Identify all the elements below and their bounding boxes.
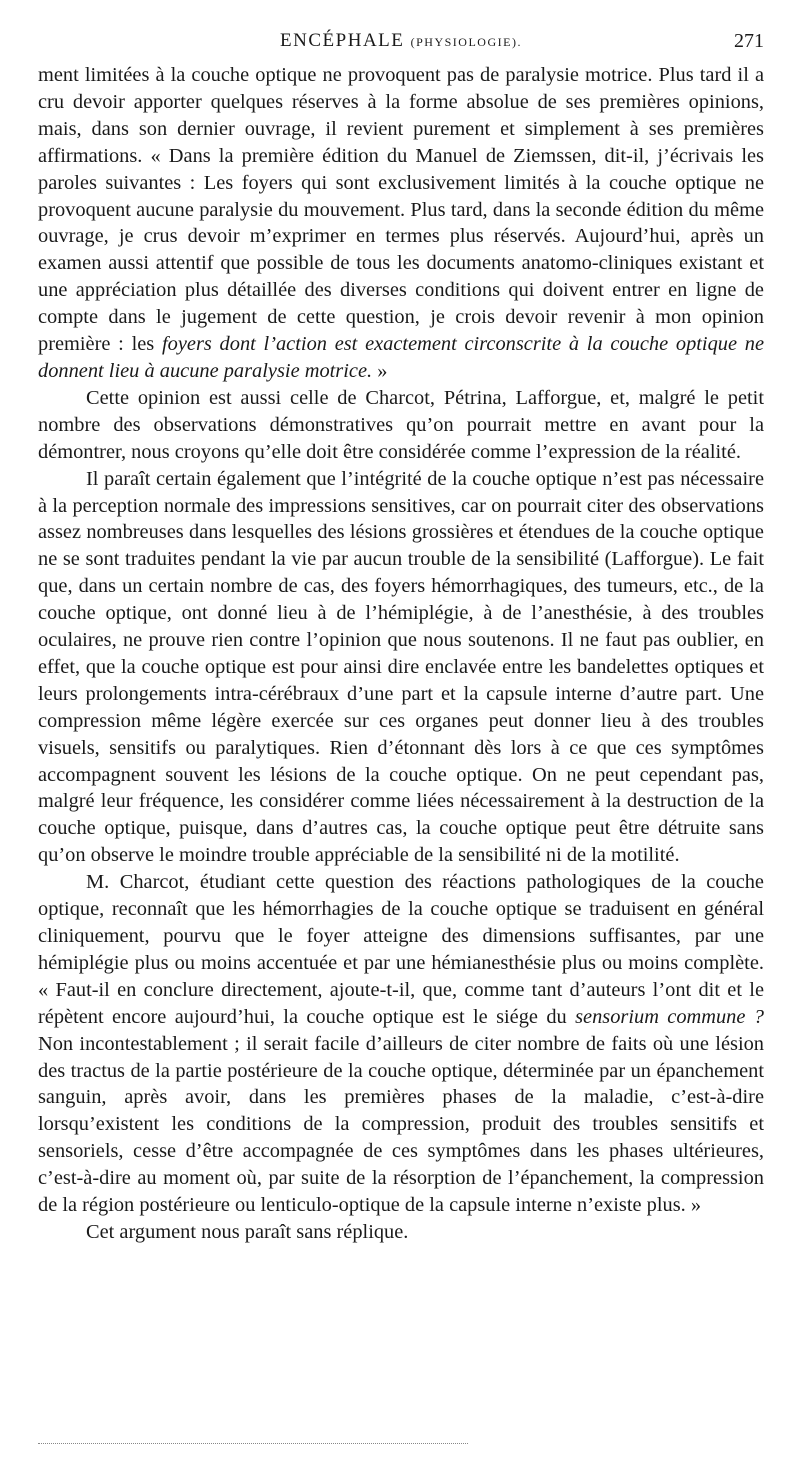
body-text [38,62,764,1246]
text-segment: M. Charcot, étudiant cette question des réactions pathologiques de la couche optique, reconnaît que les hémorrhagies de la couche optique se traduisent en général cliniquement, pourvu que le foyer atteigne des dimensions suffisantes, par une hémiplégie plus ou moins accentuée et par une hémianesthésie plus ou moins complète. « Faut-il en conclure directement, ajoute-t-il, que, comme tant d’auteurs l’ont dit et le répètent encore aujourd’hui, la couche optique est le siége du [38,871,764,1028]
running-title-sub: (PHYSIOLOGIE). [410,35,522,49]
text-segment: Cette opinion est aussi celle de Charcot, Pétrina, Lafforgue, et, malgré le petit nombre des observations démonstratives qu’on pourrait mettre en avant pour la démontrer, nous croyons qu’elle doit être considérée comme l’expression de la réalité. [38,386,764,463]
text-segment: Cet argument nous paraît sans réplique. [86,1220,409,1243]
running-header [38,30,764,56]
running-title [38,30,764,52]
paragraph-1 [38,62,764,385]
text-segment: » [372,359,388,382]
running-title-main: ENCÉPHALE [280,30,405,51]
paragraph-3 [38,466,764,870]
paragraph-2 [38,385,764,466]
paragraph-5 [38,1219,764,1246]
italic-text: sensorium commune ? [575,1005,764,1028]
text-segment: Non incontestablement ; il serait facile d’ailleurs de citer nombre de faits où une lésion des tractus de la partie postérieure de la couche optique, déterminée par un épanchement sanguin, après avoir, dans les premières phases de la maladie, c’est-à-dire lorsqu’existent les conditions de la compression, produit des troubles sensitifs et sensoriels, cesse d’être accompagnée de ces symptômes dans les phases ultérieures, c’est-à-dire au moment où, par suite de la résorption de l’épanchement, la compression de la région postérieure ou lenticulo-optique de la capsule interne n’existe plus. » [38,1032,764,1217]
text-segment: ment limitées à la couche optique ne provoquent pas de paralysie motrice. Plus tard il a cru devoir apporter quelques réserves à la forme absolue de ses premières opinions, mais, dans son dernier ouvrage, il revient purement et simplement à ses premières affirmations. « Dans la première édition du Manuel de Ziemssen, dit-il, j’écrivais les paroles suivantes : Les foyers qui sont exclusivement limités à la couche optique ne provoquent aucune paralysie du mouvement. Plus tard, dans la seconde édition du même ouvrage, je crus devoir m’exprimer en termes plus réservés. Aujourd’hui, après un examen aussi attentif que possible de tous les documents anatomo-cliniques existant et une appréciation plus détaillée des diverses conditions qui doivent entrer en ligne de compte dans le jugement de cette question, je crois devoir revenir à mon opinion première : les [38,64,764,356]
footer-dotted-rule [38,1443,468,1444]
italic-text: foyers dont l’action est exactement circonscrite à la couche optique ne donnent lieu à aucune paralysie motrice. [38,333,765,382]
page-number: 271 [734,30,764,52]
text-segment: Il paraît certain également que l’intégrité de la couche optique n’est pas nécessaire à la perception normale des impressions sensitives, car on pourrait citer des observations assez nombreuses dans lesquelles des lésions grossières et étendues de la couche optique ne se sont traduites pendant la vie par aucun trouble de la sensibilité (Lafforgue). Le fait que, dans un certain nombre de cas, des foyers hémorrhagiques, des tumeurs, etc., de la couche optique, ont donné lieu à de l’hémiplégie, à de l’anesthésie, à des troubles oculaires, ne prouve rien contre l’opinion que nous soutenons. Il ne faut pas oublier, en effet, que la couche optique est pour ainsi dire enclavée entre les bandelettes optiques et leurs prolongements intra-cérébraux d’une part et la capsule interne d’autre part. Une compression même légère exercée sur ces organes peut donner lieu à des troubles visuels, sensitifs ou paralytiques. Rien d’étonnant dès lors à ce que ces symptômes accompagnent souvent les lésions de la couche optique. On ne peut cependant pas, malgré leur fréquence, les considérer comme liées nécessairement à la destruction de la couche optique, puisque, dans d’autres cas, la couche optique peut être détruite sans qu’on observe le moindre trouble appréciable de la sensibilité ni de la motilité. [38,467,764,867]
paragraph-4 [38,869,764,1219]
